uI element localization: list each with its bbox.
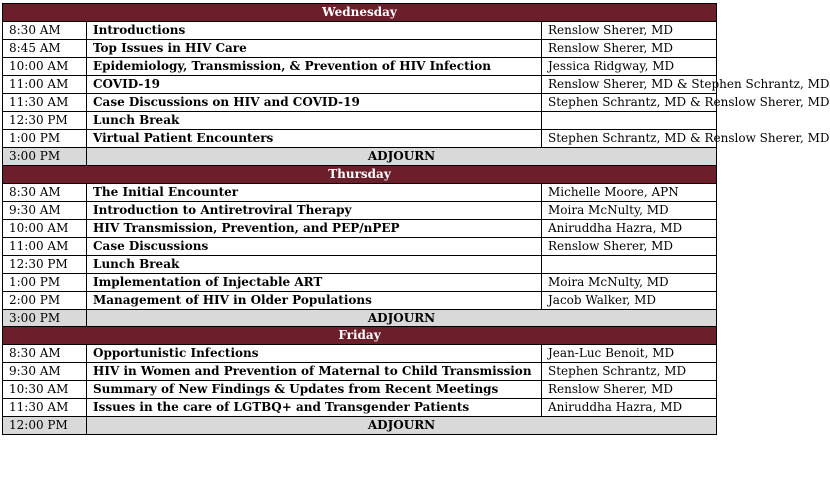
session-title: Opportunistic Infections <box>87 345 542 363</box>
adjourn-label: ADJOURN <box>87 148 717 166</box>
table-row <box>3 219 717 237</box>
session-time: 1:00 PM <box>3 130 87 148</box>
table-row <box>3 22 717 40</box>
table-row <box>3 291 717 309</box>
session-title: Case Discussions on HIV and COVID-19 <box>87 94 542 112</box>
adjourn-row <box>3 417 717 435</box>
session-title: Lunch Break <box>87 112 542 130</box>
session-time: 10:00 AM <box>3 219 87 237</box>
session-speaker: Jean-Luc Benoit, MD <box>542 345 717 363</box>
session-title: HIV Transmission, Prevention, and PEP/nPEP <box>87 219 542 237</box>
session-speaker <box>542 112 717 130</box>
day-name: Thursday <box>3 165 717 183</box>
session-title: Case Discussions <box>87 237 542 255</box>
table-row <box>3 183 717 201</box>
session-title: Management of HIV in Older Populations <box>87 291 542 309</box>
session-time: 10:00 AM <box>3 58 87 76</box>
day-header-friday <box>3 327 717 345</box>
session-time: 12:30 PM <box>3 112 87 130</box>
adjourn-label: ADJOURN <box>87 417 717 435</box>
table-row <box>3 399 717 417</box>
table-row <box>3 381 717 399</box>
session-title: Top Issues in HIV Care <box>87 40 542 58</box>
session-speaker: Aniruddha Hazra, MD <box>542 399 717 417</box>
session-time: 8:30 AM <box>3 22 87 40</box>
session-speaker: Stephen Schrantz, MD & Renslow Sherer, MD <box>542 130 717 148</box>
session-speaker: Michelle Moore, APN <box>542 183 717 201</box>
session-time: 2:00 PM <box>3 291 87 309</box>
session-time: 8:30 AM <box>3 183 87 201</box>
day-name: Wednesday <box>3 4 717 22</box>
session-speaker: Renslow Sherer, MD <box>542 22 717 40</box>
table-row <box>3 94 717 112</box>
table-row <box>3 255 717 273</box>
session-title: The Initial Encounter <box>87 183 542 201</box>
session-title: Virtual Patient Encounters <box>87 130 542 148</box>
table-row <box>3 58 717 76</box>
session-time: 9:30 AM <box>3 363 87 381</box>
table-row <box>3 345 717 363</box>
schedule-table <box>2 3 830 435</box>
session-speaker: Renslow Sherer, MD <box>542 40 717 58</box>
session-time: 10:30 AM <box>3 381 87 399</box>
session-time: 9:30 AM <box>3 201 87 219</box>
adjourn-time: 12:00 PM <box>3 417 87 435</box>
session-speaker <box>542 255 717 273</box>
session-speaker: Stephen Schrantz, MD & Renslow Sherer, MD <box>542 94 717 112</box>
session-title: Lunch Break <box>87 255 542 273</box>
session-title: COVID-19 <box>87 76 542 94</box>
adjourn-label: ADJOURN <box>87 309 717 327</box>
session-time: 11:30 AM <box>3 94 87 112</box>
session-time: 11:30 AM <box>3 399 87 417</box>
table-row <box>3 40 717 58</box>
table-row <box>3 76 717 94</box>
session-time: 12:30 PM <box>3 255 87 273</box>
session-speaker: Moira McNulty, MD <box>542 201 717 219</box>
session-speaker: Stephen Schrantz, MD <box>542 363 717 381</box>
session-title: HIV in Women and Prevention of Maternal to Child Transmission <box>87 363 542 381</box>
day-name: Friday <box>3 327 717 345</box>
table-row <box>3 130 717 148</box>
session-time: 11:00 AM <box>3 237 87 255</box>
session-time: 1:00 PM <box>3 273 87 291</box>
session-speaker: Renslow Sherer, MD <box>542 237 717 255</box>
session-title: Summary of New Findings & Updates from Recent Meetings <box>87 381 542 399</box>
adjourn-time: 3:00 PM <box>3 148 87 166</box>
session-speaker: Moira McNulty, MD <box>542 273 717 291</box>
schedule-body <box>3 4 830 435</box>
day-header-wednesday <box>3 4 717 22</box>
session-speaker: Jacob Walker, MD <box>542 291 717 309</box>
adjourn-row <box>3 148 717 166</box>
table-row <box>3 363 717 381</box>
session-speaker: Jessica Ridgway, MD <box>542 58 717 76</box>
day-header-thursday <box>3 165 717 183</box>
session-title: Introduction to Antiretroviral Therapy <box>87 201 542 219</box>
session-title: Issues in the care of LGTBQ+ and Transgender Patients <box>87 399 542 417</box>
session-time: 8:45 AM <box>3 40 87 58</box>
adjourn-time: 3:00 PM <box>3 309 87 327</box>
session-title: Implementation of Injectable ART <box>87 273 542 291</box>
session-speaker: Renslow Sherer, MD & Stephen Schrantz, MD <box>542 76 717 94</box>
session-time: 11:00 AM <box>3 76 87 94</box>
session-title: Introductions <box>87 22 542 40</box>
session-time: 8:30 AM <box>3 345 87 363</box>
table-row <box>3 201 717 219</box>
table-row <box>3 112 717 130</box>
table-row <box>3 273 717 291</box>
table-row <box>3 237 717 255</box>
session-speaker: Aniruddha Hazra, MD <box>542 219 717 237</box>
adjourn-row <box>3 309 717 327</box>
session-speaker: Renslow Sherer, MD <box>542 381 717 399</box>
session-title: Epidemiology, Transmission, & Prevention of HIV Infection <box>87 58 542 76</box>
